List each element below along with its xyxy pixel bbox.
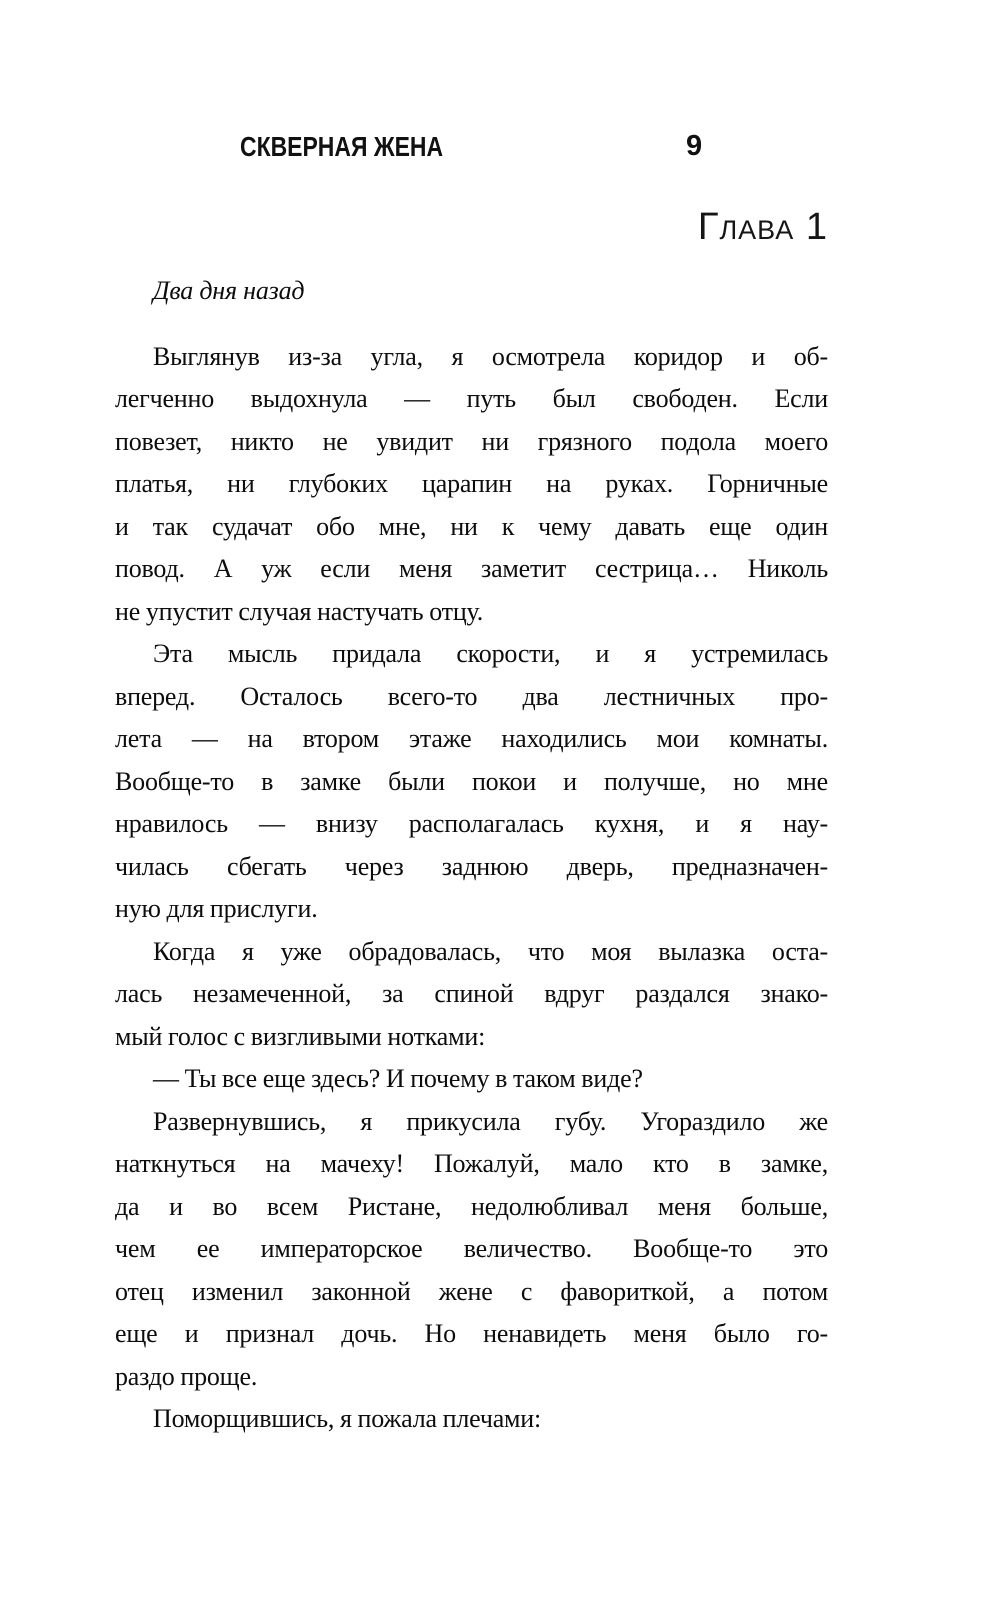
text-line: и так судачат обо мне, ни к чему давать еще один [115, 511, 828, 541]
text-line: Эта мысль придала скорости, и я устремилась [153, 639, 828, 668]
text-line: нравилось — внизу располагалась кухня, и я нау- [115, 809, 828, 838]
text-line: платья, ни глубоких царапин на руках. Горничные [115, 469, 828, 498]
paragraph [115, 1398, 828, 1441]
text-line: да и во всем Ристане, недолюбливал меня больше, [115, 1191, 828, 1221]
text-line: повод. А уж если меня заметит сестрица… Николь [115, 554, 828, 583]
text-line: лета — на втором этаже находились мои комнаты. [115, 724, 828, 753]
date-line: Два дня назад [153, 276, 305, 305]
text-line: повезет, никто не увидит ни грязного подола моего [115, 426, 828, 456]
text-column [115, 270, 828, 1441]
text-line: чилась сбегать через заднюю дверь, предназначен- [115, 851, 828, 881]
text-line: Вообще-то в замке были покои и получше, но мне [115, 766, 828, 796]
paragraph [115, 1101, 828, 1399]
text-line: раздо проще. [115, 1361, 258, 1391]
paragraph [115, 931, 828, 1059]
text-line: не упустит случая настучать отцу. [115, 596, 484, 626]
text-line: Развернувшись, я прикусила губу. Угораздило же [153, 1106, 828, 1136]
text-line: отец изменил законной жене с фавориткой, а потом [115, 1276, 828, 1306]
chapter-heading: Глава 1 [697, 206, 828, 248]
running-title: СКВЕРНАЯ ЖЕНА [240, 131, 444, 162]
text-line: Выглянув из-за угла, я осмотрела коридор и об- [153, 341, 828, 371]
text-line: — Ты все еще здесь? И почему в таком виде? [153, 1064, 643, 1093]
text-line: наткнуться на мачеху! Пожалуй, мало кто в замке, [115, 1149, 828, 1178]
paragraph [115, 336, 828, 634]
paragraph [115, 633, 828, 931]
page-number: 9 [686, 130, 703, 162]
text-line: легченно выдохнула — путь был свободен. Если [115, 384, 828, 413]
text-line: лась незамеченной, за спиной вдруг раздался знако- [115, 979, 828, 1008]
paragraphs [115, 336, 828, 1441]
text-line: мый голос с визгливыми нотками: [115, 1021, 486, 1051]
text-line: Когда я уже обрадовалась, что моя вылазка оста- [153, 936, 828, 966]
text-line: чем ее императорское величество. Вообще-то это [115, 1234, 828, 1263]
text-line: Поморщившись, я пожала плечами: [153, 1404, 542, 1433]
text-line: вперед. Осталось всего-то два лестничных про- [115, 681, 828, 711]
text-line: ную для прислуги. [115, 894, 318, 923]
text-line: еще и признал дочь. Но ненавидеть меня было го- [115, 1319, 828, 1348]
paragraph [115, 1058, 828, 1101]
